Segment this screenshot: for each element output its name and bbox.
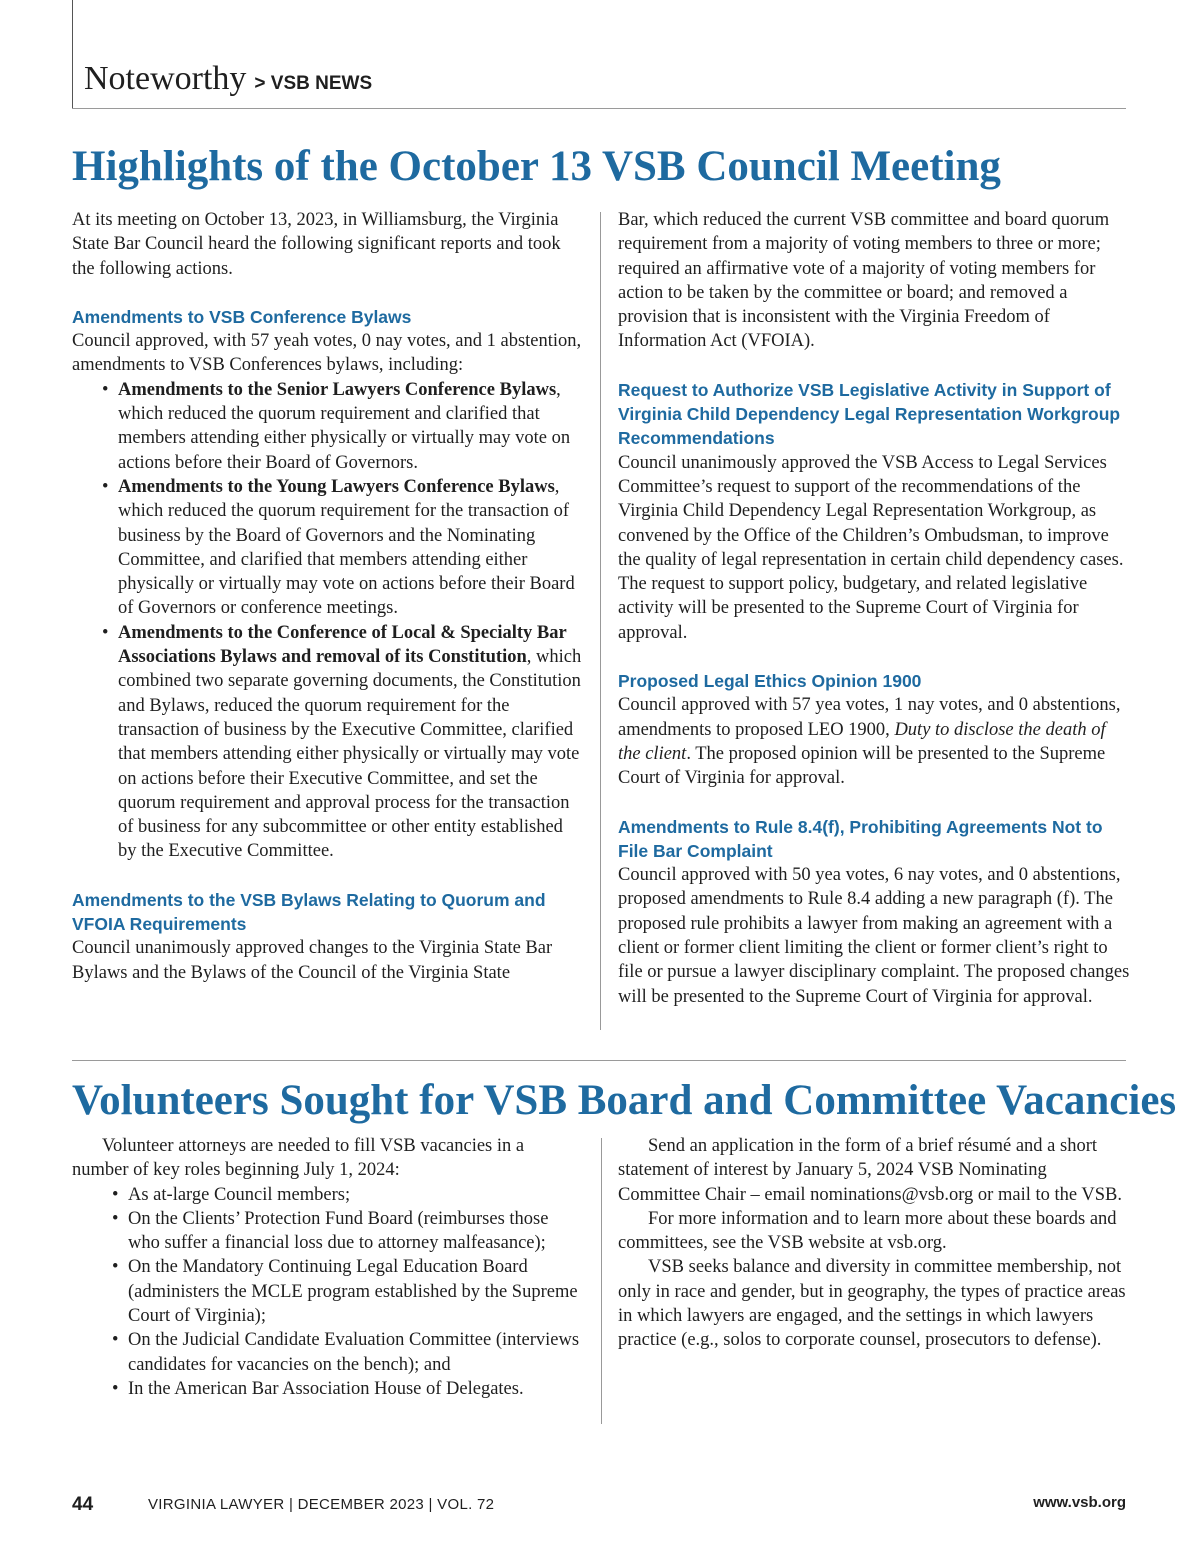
list-item: • As at-large Council members; — [72, 1183, 584, 1207]
application-instructions: Send an application in the form of a brief résumé and a short statement of interest by January 5, 2024 VSB Nominating Committee Chair – email nominations@vsb.org or mail to the VSB. — [618, 1136, 1122, 1205]
list-item — [72, 378, 584, 475]
diversity-statement: VSB seeks balance and diversity in committee membership, not only in race and gender, but in geography, the types of practice areas in which lawyers are engaged, and the settings in which lawyers practice (e.g., solos to corporate counsel, prosecutors to defense). — [618, 1257, 1126, 1351]
page-footer — [72, 1494, 1126, 1520]
list-item: • In the American Bar Association House of Delegates. — [72, 1377, 584, 1401]
list-item-text: , which reduced the quorum requirement and clarified that members attending either physically or virtually may vote on actions before their Board of Governors. — [118, 379, 571, 473]
section-header — [84, 60, 372, 98]
leo-opinion-title: Duty to disclose the death of the client — [618, 719, 1106, 764]
list-item-bold: Amendments to the Conference of Local & Specialty Bar Associations Bylaws and removal of its Constitution — [118, 622, 567, 668]
leo-text-start: Council approved with 57 yea votes, 1 nay votes, and 0 abstentions, amendments to proposed LEO 1900, — [618, 695, 1121, 740]
conference-amendments-list — [72, 378, 584, 864]
section-heading-rule-8-4f: Amendments to Rule 8.4(f), Prohibiting Agreements Not to File Bar Complaint — [618, 816, 1103, 861]
more-info: For more information and to learn more about these boards and committees, see the VSB website at vsb.org. — [618, 1208, 1117, 1254]
section-subtitle: > VSB NEWS — [254, 73, 373, 94]
section-body-conference-bylaws: Council approved, with 57 yeah votes, 0 nay votes, and 1 abstention, amendments to VSB Conferences bylaws, including: — [72, 331, 582, 376]
website-link[interactable]: www.vsb.org — [1033, 1494, 1126, 1511]
article1-right-column — [618, 208, 1130, 1009]
list-item-text: , which reduced the quorum requirement for the transaction of business by the Board of Governors and the Nominating Committee, and clarified that members attending either physically or virtually may vote on actions before their Board of Governors or conference meetings. — [118, 476, 575, 619]
section-heading-leo-1900: Proposed Legal Ethics Opinion 1900 — [618, 671, 922, 692]
article2-left-column — [72, 1134, 584, 1401]
vacancy-roles-list — [72, 1183, 584, 1402]
article1-left-column — [72, 208, 584, 985]
list-item-bold: Amendments to the Young Lawyers Conference Bylaws — [118, 476, 555, 497]
article1-intro: At its meeting on October 13, 2023, in Williamsburg, the Virginia State Bar Council heard the following significant reports and took the following actions. — [72, 210, 561, 279]
volunteers-intro: Volunteer attorneys are needed to fill VSB vacancies in a number of key roles beginning July 1, 2024: — [72, 1136, 525, 1181]
section-heading-conference-bylaws: Amendments to VSB Conference Bylaws — [72, 306, 412, 327]
page-number: 44 — [72, 1494, 94, 1515]
list-item: • On the Clients’ Protection Fund Board (reimburses those who suffer a financial loss due to attorney malfeasance); — [72, 1207, 584, 1256]
list-item-text: , which combined two separate governing documents, the Constitution and Bylaws, reduced the quorum requirement for the transaction of business by the Executive Committee, clarified that members attending either physically or virtually may vote on actions before their Executive Committee, and set the quorum requirement and approval process for the transaction of business for any subcommittee or other entity established by the Executive Committee. — [118, 647, 582, 862]
section-body-leo-1900 — [618, 693, 1130, 790]
article2-right-column — [618, 1134, 1130, 1353]
section-heading-legislative-activity: Request to Authorize VSB Legislative Activity in Support of Virginia Child Dependency Legal Representation Workgroup Recommendations — [618, 379, 1121, 449]
section-body-legislative-activity: Council unanimously approved the VSB Access to Legal Services Committee’s request to support of the recommendations of the Virginia Child Dependency Legal Representation Workgroup, as convened by the Office of the Children’s Ombudsman, to improve the quality of legal representation in certain child dependency cases. The request to support policy, budgetary, and related legislative activity will be presented to the Supreme Court of Virginia for approval. — [618, 452, 1124, 643]
section-body-vfoia-continued: Bar, which reduced the current VSB committee and board quorum requirement from a majority of voting members to three or more; required an affirmative vote of a majority of voting members for action to be taken by the committee or board; and removed a provision that is inconsistent with the Virginia Freedom of Information Act (VFOIA). — [618, 210, 1110, 352]
list-item — [72, 621, 584, 864]
list-item-bold: Amendments to the Senior Lawyers Conference Bylaws — [118, 379, 557, 400]
article2-title: Volunteers Sought for VSB Board and Committee Vacancies — [72, 1077, 1177, 1124]
section-title: Noteworthy — [84, 60, 247, 97]
list-item: • On the Judicial Candidate Evaluation Committee (interviews candidates for vacancies on the bench); and — [72, 1328, 584, 1377]
section-heading-vfoia: Amendments to the VSB Bylaws Relating to Quorum and VFOIA Requirements — [72, 889, 546, 935]
publication-info: VIRGINIA LAWYER | DECEMBER 2023 | VOL. 72 — [148, 1496, 495, 1513]
section-body-vfoia-start: Council unanimously approved changes to the Virginia State Bar Bylaws and the Bylaws of the Council of the Virginia State — [72, 938, 553, 983]
list-item: • On the Mandatory Continuing Legal Education Board (administers the MCLE program established by the Supreme Court of Virginia); — [72, 1255, 584, 1328]
header-divider — [72, 108, 1126, 109]
column-divider — [601, 1138, 602, 1424]
header-rule-vertical — [72, 0, 73, 108]
article-divider — [72, 1060, 1126, 1061]
list-item — [72, 475, 584, 621]
leo-text-end: . The proposed opinion will be presented to the Supreme Court of Virginia for approval. — [618, 743, 1106, 789]
column-divider — [600, 212, 601, 1030]
section-body-rule-8-4f: Council approved with 50 yea votes, 6 nay votes, and 0 abstentions, proposed amendments to Rule 8.4 adding a new paragraph (f). The proposed rule prohibits a lawyer from making an agreement with a client or former client limiting the client or former client’s right to file or pursue a lawyer disciplinary complaint. The proposed changes will be presented to the Supreme Court of Virginia for approval. — [618, 865, 1130, 1007]
article-title: Highlights of the October 13 VSB Council Meeting — [72, 143, 1001, 190]
